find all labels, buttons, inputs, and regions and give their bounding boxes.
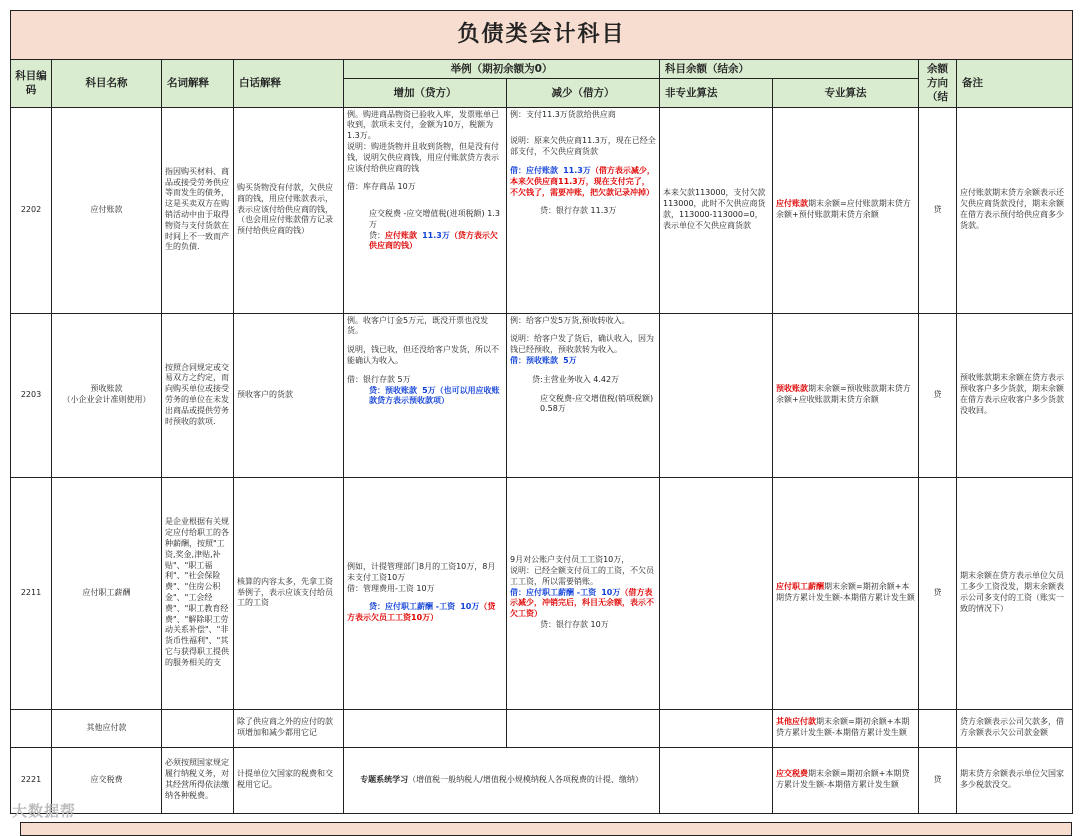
increase-example: 例。购进商品物资已验收入库，发票账单已收到，款项未支付，金额为10万，税额为1.3万。 [347, 109, 499, 141]
decrease-example: 9月对公账户支付员工工资10万， [510, 555, 630, 565]
next-section-strip [20, 822, 1072, 836]
row-term [162, 709, 234, 747]
header-remark: 备注 [957, 60, 1073, 108]
row-term: 必须按照国家规定履行纳税义务，对其经营所得依法缴纳各种税费。 [162, 747, 234, 813]
table-row [11, 709, 1073, 747]
decrease-debit-amount: 5万 [563, 355, 577, 365]
decrease-credit: 贷:主营业务收入 4.42万 [532, 374, 620, 384]
increase-credit-note: （也可以用应收账款贷方表示预收款项） [369, 385, 500, 406]
header-term: 名词解释 [162, 60, 234, 108]
row-term: 指因购买材料、商品或接受劳务供应等而发生的债务，这是买卖双方在购销活动中由于取得物资与支付货款在时间上不一致而产生的负债. [162, 107, 234, 313]
pro-formula: 期末余额=期初余额+本期贷方累计发生额-本期借方累计发生额 [776, 769, 910, 790]
pro-formula: 期末余额=应付账款期末贷方余额+预付账款期末贷方余额 [776, 199, 911, 220]
row-remark: 期末贷方余额表示单位欠国家多少税款没交。 [957, 747, 1073, 813]
decrease-debit-label: 借： [510, 355, 526, 365]
pro-account: 应付账款 [776, 199, 808, 209]
row-decrease [507, 313, 660, 477]
increase-credit-amount: 5万 [422, 385, 436, 395]
row-name-cell [52, 313, 162, 477]
increase-example: 例如，计提管理部门8月的工资10万，8月未支付工资10万 [347, 562, 496, 582]
row-code: 2202 [11, 107, 52, 313]
increase-credit-label: 贷： [369, 385, 385, 395]
decrease-debit-amount: 11.3万 [563, 165, 591, 175]
row-nonpro [660, 747, 773, 813]
row-nonpro [660, 709, 773, 747]
increase-credit-account: 应付职工薪酬 -工资 [385, 602, 456, 612]
row-code [11, 709, 52, 747]
decrease-note: 说明：给客户发了货后，确认收入，因为钱已经预收，预收款转为收入。 [510, 334, 654, 355]
decrease-debit-account: 应付职工薪酬 -工资 [526, 587, 597, 597]
increase-debit-tax: 应交税费 -应交增值税(进项税额) 1.3万 [369, 209, 500, 229]
row-increase [344, 709, 507, 747]
row-plain: 除了供应商之外的应付的款项增加和减少都用它记 [234, 709, 344, 747]
pro-account: 应交税费 [776, 769, 808, 779]
row-pro [773, 747, 919, 813]
row-plain: 计提单位欠国家的税费和交税用它记。 [234, 747, 344, 813]
pro-account: 其他应付款 [776, 717, 816, 727]
row-pro [773, 107, 919, 313]
row-name: 应付账款 [52, 107, 162, 313]
decrease-example: 例：支付11.3万货款给供应商 [510, 109, 616, 119]
pro-formula: 期末余额=期初余额+本期贷方累计发生额-本期借方累计发生额 [776, 717, 910, 738]
increase-example: 例。收客户订金5万元，既没开票也没发货。 [347, 315, 489, 336]
header-balance-group: 科目余额（结余） [660, 60, 919, 79]
table-row [11, 107, 1073, 313]
pro-formula: 期末余额=预收账款期末贷方余额+应收账款期末贷方余额 [776, 384, 911, 405]
row-code: 2221 [11, 747, 52, 813]
row-remark: 贷方余额表示公司欠款多，借方余额表示欠公司款金额 [957, 709, 1073, 747]
decrease-credit: 贷：银行存款 10万 [540, 620, 609, 629]
table-row [11, 747, 1073, 813]
increase-credit-account: 应付账款 [385, 230, 417, 240]
decrease-note: 说明：已经全额支付员工的工资，不欠员工工资，所以需要销账。 [510, 566, 654, 586]
study-title: 专题系统学习 [360, 774, 409, 784]
decrease-credit: 贷：银行存款 11.3万 [540, 206, 617, 216]
row-increase [344, 107, 507, 313]
decrease-debit-account: 应付账款 [526, 165, 558, 175]
row-decrease [507, 709, 660, 747]
increase-credit-label: 贷： [369, 230, 385, 240]
row-direction [919, 709, 957, 747]
decrease-debit-note: （借方表示减少，冲销完后，科目无余额，表示不欠工资） [510, 587, 654, 619]
increase-credit-label: 贷： [369, 602, 385, 612]
row-nonpro [660, 313, 773, 477]
row-name: 应交税费 [52, 747, 162, 813]
row-direction: 贷 [919, 313, 957, 477]
liability-accounts-table [10, 10, 1073, 814]
increase-credit-note: （贷方表示欠供应商的钱） [369, 230, 498, 251]
row-direction: 贷 [919, 747, 957, 813]
row-remark: 应付账款期末贷方余额表示还欠供应商货款没付，期末余额在借方表示预付给供应商多少货款。 [957, 107, 1073, 313]
row-plain: 核算的内容太多，先拿工资举例子，表示应该支付给员工的工资 [234, 477, 344, 709]
row-study [344, 747, 660, 813]
increase-note: 说明，钱已收，但还没给客户发货，所以不能确认为收入。 [347, 345, 499, 365]
decrease-debit-amount: 10万 [601, 587, 621, 597]
pro-formula: 期末余额=期初余额+本期贷方累计发生额-本期借方累计发生额 [776, 582, 915, 603]
spreadsheet [10, 10, 1072, 814]
row-code: 2211 [11, 477, 52, 709]
header-pro: 专业算法 [773, 79, 919, 107]
row-direction: 贷 [919, 477, 957, 709]
row-term: 按照合同规定或交易双方之约定，而向购买单位或接受劳务的单位在未发出商品或提供劳务时预收的款项. [162, 313, 234, 477]
header-name: 科目名称 [52, 60, 162, 108]
row-remark: 预收账款期末余额在贷方表示预收客户多少货款，期末余额在借方表示应收客户多少货款没收回。 [957, 313, 1073, 477]
sheet-title: 负债类会计科目 [11, 11, 1073, 60]
row-plain: 购买货物没有付款，欠供应商的钱，用应付账款表示，表示应该付给供应商的钱，（也会用应付账款借方记录预付给供应商的钱） [234, 107, 344, 313]
study-desc: （增值税一般纳税人/增值税小规模纳税人各项税费的计提、缴纳） [408, 774, 643, 784]
row-nonpro [660, 477, 773, 709]
row-nonpro: 本来欠款113000，支付欠款113000，此时不欠供应商货款，113000-113000=0，表示单位不欠供应商货款 [660, 107, 773, 313]
increase-debit: 借：银行存款 5万 [347, 374, 411, 384]
header-nonpro: 非专业算法 [660, 79, 773, 107]
decrease-debit-account: 预收账款 [526, 355, 558, 365]
pro-account: 应付职工薪酬 [776, 582, 824, 592]
row-term: 是企业根据有关规定应付给职工的各种薪酬，按照"工资,奖金,津贴,补贴"、"职工福利"、"社会保险费"、"住房公积金"、"工会经费"、"职工教育经费"、"解除职工劳动关系补偿"、"非货币性福利"、"其它与获得职工提供的服务相关的支 [162, 477, 234, 709]
decrease-example: 例：给客户发5万货,预收转收入。 [510, 315, 630, 325]
watermark: 大数据帮 [12, 802, 77, 820]
increase-credit-note: （贷方表示欠员工工资10万） [347, 602, 496, 623]
increase-note: 说明：购进货物并且收到货物，但是没有付钱，说明欠供应商钱，用应付账款贷方表示应该付给供应商的钱 [347, 141, 499, 173]
row-increase [344, 477, 507, 709]
row-decrease [507, 107, 660, 313]
decrease-debit-label: 借： [510, 165, 526, 175]
header-increase: 增加（贷方） [344, 79, 507, 107]
row-pro [773, 709, 919, 747]
increase-credit-amount: 11.3万 [422, 230, 450, 240]
row-decrease [507, 477, 660, 709]
decrease-debit-label: 借： [510, 587, 526, 597]
header-decrease: 减少（借方） [507, 79, 660, 107]
row-increase [344, 313, 507, 477]
row-name: 其他应付款 [52, 709, 162, 747]
increase-debit: 借：管理费用-工资 10万 [347, 583, 435, 593]
decrease-credit-tax: 应交税费-应交增值税(销项税额) 0.58万 [540, 393, 654, 414]
header-example-group: 举例（期初余额为0） [344, 60, 660, 79]
row-name: 预收账款 [90, 384, 123, 394]
row-plain: 预收客户的货款 [234, 313, 344, 477]
table-row [11, 313, 1073, 477]
row-name-note: （小企业会计准则使用） [62, 395, 151, 405]
row-pro [773, 477, 919, 709]
row-code: 2203 [11, 313, 52, 477]
increase-credit-amount: 10万 [460, 602, 480, 612]
header-direction: 余额方向（结 [919, 60, 957, 108]
header-code: 科目编码 [11, 60, 52, 108]
decrease-debit-note: （借方表示减少，本来欠供应商11.3万，现在支付完了，不欠钱了，需要冲账，把欠款记录冲掉） [510, 165, 655, 197]
row-direction: 贷 [919, 107, 957, 313]
increase-credit-account: 预收账款 [385, 385, 417, 395]
increase-debit: 借：库存商品 10万 [347, 182, 416, 192]
header-plain: 白话解释 [234, 60, 344, 108]
row-name: 应付职工薪酬 [52, 477, 162, 709]
table-row [11, 477, 1073, 709]
row-remark: 期末余额在贷方表示单位欠员工多少工资没发，期末余额表示公司多支付的工资（账实一致的情况下） [957, 477, 1073, 709]
decrease-note: 说明：原来欠供应商11.3万，现在已经全部支付，不欠供应商货款 [510, 136, 656, 157]
row-pro [773, 313, 919, 477]
pro-account: 预收账款 [776, 384, 808, 394]
